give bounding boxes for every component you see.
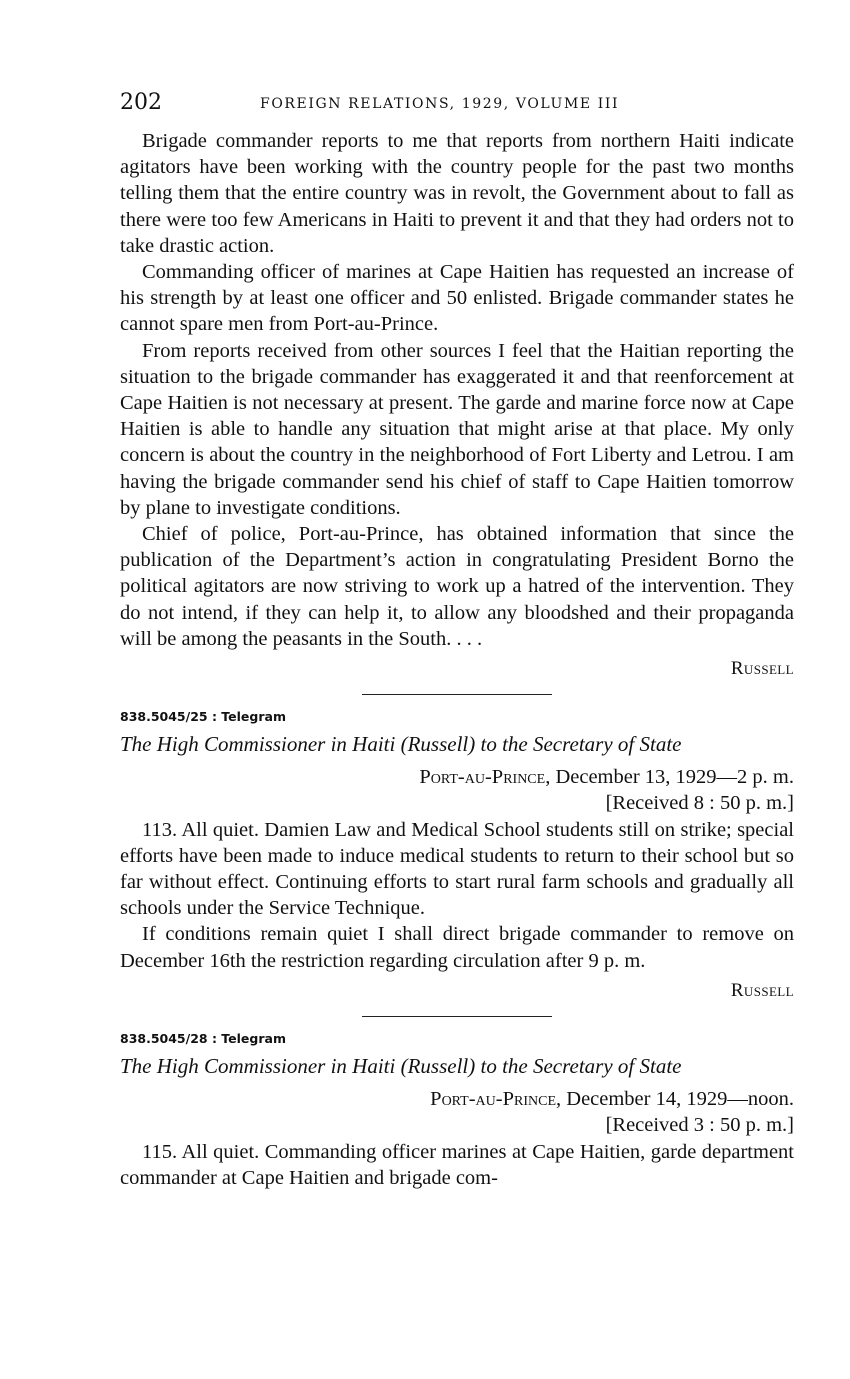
running-head: FOREIGN RELATIONS, 1929, VOLUME III [260, 96, 620, 112]
dateline-place: Port-au-Prince [430, 1088, 557, 1111]
dateline [120, 764, 794, 790]
paragraph: 113. All quiet. Damien Law and Medical School students still on strike; special efforts have been made to induce medical students to return to their school but so far without effect. Continuing efforts to start rural farm schools and gradually all schools under the Service Technique. [120, 818, 794, 920]
telegram-excerpt-1 [120, 128, 794, 682]
page-header [120, 90, 794, 120]
document-caption: The High Commissioner in Haiti (Russell) to the Secretary of State [120, 732, 682, 757]
telegram-document-3 [120, 1031, 794, 1191]
paragraph: 115. All quiet. Commanding officer marines at Cape Haitien, garde department commander at Cape Haitien and brigade com- [120, 1140, 794, 1189]
paragraph: Brigade commander reports to me that reports from northern Haiti indicate agitators have been working with the country people for the past two months telling them that the entire country was in revolt, the Government about to fall as there were too few Americans in Haiti to prevent it and that they had orders not to take drastic action. [120, 130, 794, 257]
paragraph: If conditions remain quiet I shall direct brigade commander to remove on December 16th the restriction regarding circulation after 9 p. m. [120, 923, 794, 972]
dateline-date: , December 14, 1929—noon. [556, 1088, 794, 1111]
section-divider [362, 694, 552, 695]
dateline-date: , December 13, 1929—2 p. m. [545, 766, 794, 789]
document-page [120, 90, 794, 1191]
page-number: 202 [120, 90, 162, 115]
dateline [120, 1086, 794, 1112]
document-body [120, 1139, 794, 1191]
telegram-document-2 [120, 709, 794, 1004]
received-note: [Received 8 : 50 p. m.] [605, 792, 794, 815]
file-number: 838.5045/28 : Telegram [120, 1031, 286, 1047]
document-body [120, 817, 794, 1004]
signature: Russell [730, 979, 794, 1001]
paragraph: Chief of police, Port-au-Prince, has obtained information that since the publication of the Department’s action in congratulating President Borno the political agitators are now striving to work up a hatred of the intervention. They do not intend, if they can help it, to allow any bloodshed and their propaganda will be among the peasants in the South. . . . [120, 523, 794, 650]
paragraph: From reports received from other sources I feel that the Haitian reporting the situation to the brigade commander has exaggerated it and that reenforcement at Cape Haitien is not necessary at present. The garde and marine force now at Cape Haitien is able to handle any situation that might arise at that place. My only concern is about the country in the neighborhood of Fort Liberty and Letrou. I am having the brigade commander send his chief of staff to Cape Haitien tomorrow by plane to investigate conditions. [120, 339, 794, 519]
signature: Russell [730, 658, 794, 680]
paragraph: Commanding officer of marines at Cape Haitien has requested an increase of his strength by at least one officer and 50 enlisted. Brigade commander states he cannot spare men from Port-au-Prince. [120, 261, 794, 336]
section-divider [362, 1016, 552, 1017]
file-number: 838.5045/25 : Telegram [120, 709, 286, 725]
document-caption: The High Commissioner in Haiti (Russell) to the Secretary of State [120, 1054, 682, 1079]
dateline-place: Port-au-Prince [419, 766, 546, 789]
received-note: [Received 3 : 50 p. m.] [605, 1114, 794, 1137]
